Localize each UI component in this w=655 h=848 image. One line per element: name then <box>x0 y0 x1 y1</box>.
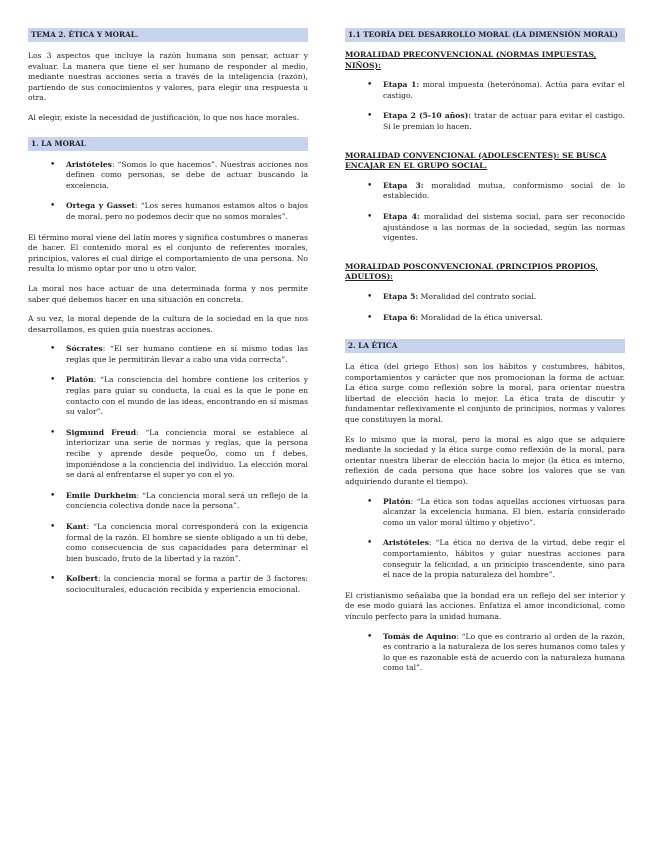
conventional-heading: MORALIDAD CONVENCIONAL (ADOLESCENTES): SE BUSCA ENCAJAR EN EL GRUPO SOCIAL. <box>345 150 607 171</box>
left-column <box>28 28 308 596</box>
stage-text: moral impuesta (heterónoma). Actúa para evitar el castigo. <box>383 80 625 100</box>
quote-author: Emile Durkheim <box>66 490 137 500</box>
quote-text: : “La ética no deriva de la virtud, debe regir el comportamiento, hábitos y guiar nuestras acciones para conseguir la felicidad, a un principio trascendente, sino para el nace de la propia naturaleza del hombre”. <box>383 538 625 580</box>
bullet-icon: • <box>50 522 56 532</box>
stage-text: moralidad mutua, conformismo social de lo establecido. <box>383 180 626 201</box>
bullet-icon: • <box>367 180 373 191</box>
stage-label: Etapa 1: <box>383 80 420 90</box>
stage-item <box>345 292 625 303</box>
stage-label: Etapa 5: <box>383 291 419 301</box>
quote-text: : “Lo que es contrario al orden de la razón, es contrario a la naturaleza de los seres humanos como tales y lo que es razonable está de acuerdo con la naturaleza humana como tal”. <box>383 631 625 673</box>
bullet-icon: • <box>50 344 56 355</box>
section-header-teoria: 1.1 TEORÍA DEL DESARROLLO MORAL (LA DIMENSIÓN MORAL) <box>345 28 625 42</box>
bullet-icon: • <box>367 496 373 507</box>
quote-item <box>28 428 308 481</box>
bullet-icon: • <box>367 631 373 642</box>
etica-quote-list <box>345 497 625 581</box>
quote-item <box>345 538 625 580</box>
quote-text: : “La consciencia del hombre contiene los criterios y reglas para guiar su conducta, la cual es la que le pone en contacto con el mundo de las ideas, encontrando en sí mismas su valor”. <box>66 375 308 417</box>
bullet-icon: • <box>50 375 56 386</box>
quote-item <box>28 344 308 365</box>
intro-paragraph-2: Al elegir, existe la necesidad de justificación, lo que nos hace morales. <box>28 112 300 122</box>
quote-author: Platón <box>383 496 411 506</box>
quote-text: : “Somos lo que hacemos”. Nuestras acciones nos definen como personas, se debe de actuar buscando la excelencia. <box>66 159 308 190</box>
quote-author: Platón <box>66 375 94 385</box>
stage-item <box>345 80 625 101</box>
quote-text: : “La conciencia moral será un reflejo de la conciencia colectiva donde nace la persona”. <box>66 490 308 511</box>
preconventional-heading: MORALIDAD PRECONVENCIONAL (NORMAS IMPUESTAS, NIÑOS): <box>345 50 597 70</box>
bullet-icon: • <box>50 159 56 170</box>
quote-item <box>28 522 308 564</box>
moral-paragraph-2: La moral nos hace actuar de una determinada forma y nos permite saber qué debemos hacer en una situación en concreta. <box>28 283 308 304</box>
stage-label: Etapa 6: <box>383 312 419 322</box>
quote-item <box>28 375 308 417</box>
quote-author: Sócrates <box>66 344 103 354</box>
quote-author: Kolbert <box>66 574 99 584</box>
right-column <box>345 28 625 674</box>
section-header-etica: 2. LA ÉTICA <box>345 339 625 353</box>
quote-author: Sigmund Freud <box>66 427 137 437</box>
stage-label: Etapa 2 (5-10 años): <box>383 111 472 121</box>
bullet-icon: • <box>367 80 373 91</box>
postconventional-heading: MORALIDAD POSCONVENCIONAL (PRINCIPIOS PROPIOS, ADULTOS): <box>345 261 598 282</box>
quote-item <box>28 201 308 222</box>
quote-text: : “La ética son todas aquellas acciones virtuosas para alcanzar la excelencia humana. El bien, estaría considerado como un valor moral último y objetivo”. <box>383 496 625 527</box>
bullet-icon: • <box>50 490 56 501</box>
section-header-tema: TEMA 2. ÉTICA Y MORAL. <box>28 28 308 42</box>
moral-paragraph-1: El término moral viene del latín mores y significa costumbres o maneras de hacer. El contenido moral es el conjunto de referentes morales, principios, valores el cual dirige el comportamiento de una persona. No resulta lo mismo optar por uno u otro valor. <box>28 232 308 274</box>
quote-author: Ortega y Gasset <box>66 201 135 211</box>
stage-text: moralidad del sistema social, para ser reconocido ajustándose a las normas de la sociedad, según las normas vigentes. <box>383 211 625 243</box>
stage-item <box>345 313 625 324</box>
quote-list-1 <box>28 160 308 223</box>
quote-item <box>345 497 625 529</box>
preconventional-list <box>345 80 625 132</box>
postconventional-list <box>345 292 625 323</box>
quote-author: Tomás de Aquino <box>383 631 457 641</box>
stage-label: Etapa 3: <box>383 180 424 190</box>
etica-paragraph-3: El cristianismo señalaba que la bondad era un reflejo del ser interior y de ese modo guiará las acciones. Enfatiza el amor incondicional, como vínculo perfecto para la unidad humana. <box>345 590 625 621</box>
moral-paragraph-3: A su vez, la moral depende de la cultura de la sociedad en la que nos desarrollamos, es quien guía nuestras acciones. <box>28 314 308 334</box>
quote-item <box>28 491 308 512</box>
stage-item <box>345 212 625 244</box>
quote-author: Aristóteles <box>383 538 429 548</box>
quote-list-2 <box>28 344 308 595</box>
quote-text: : “La conciencia moral se establece al interiorizar una serie de normas y reglas, que la persona recibe y aprende desde pequeÖo, como un f debes, imponiéndose a la conciencia del individuo. La elección moral se dará al enfrentarse el super yo con el yo. <box>66 427 308 480</box>
quote-text: : “El ser humano contiene en sí mismo todas las reglas que le permitirán llevar a cabo una vida correcta”. <box>66 344 308 364</box>
stage-text: tratar de actuar para evitar el castigo. Si le premian lo hacen. <box>383 111 626 131</box>
bullet-icon: • <box>367 312 373 323</box>
quote-text: : “La conciencia moral corresponderá con la exigencia formal de la razón. El hombre se siente obligado a un tú debe, como consecuencia de sus capacidades para determinar el bien buscado, fruto de la libertad y la razón”. <box>66 522 308 563</box>
bullet-icon: • <box>367 111 373 122</box>
bullet-icon: • <box>367 538 373 549</box>
quote-item <box>28 574 308 595</box>
etica-paragraph-2: Es lo mismo que la moral, pero la moral es algo que se adquiere mediante la sociedad y la ética surge como reflexión de la moral, para orientar nuestra liberar de elección hacia lo mejor (la ética es interno, reflexión de cada persona que hace sobre los valores que se van adquiriendo durante el tiempo). <box>345 434 625 487</box>
conventional-list <box>345 181 625 244</box>
bullet-icon: • <box>50 427 56 438</box>
bullet-icon: • <box>50 574 56 585</box>
quote-item <box>28 160 308 192</box>
bullet-icon: • <box>367 211 373 222</box>
quote-text: : la conciencia moral se forma a partir de 3 factores: socioculturales, educación recibida y experiencia emocional. <box>66 574 308 594</box>
stage-text: Moralidad de la ética universal. <box>418 312 543 322</box>
tomas-quote-list <box>345 632 625 674</box>
quote-author: Aristóteles <box>66 159 112 169</box>
quote-author: Kant <box>66 522 87 531</box>
stage-item <box>345 181 625 202</box>
section-header-moral: 1. LA MORAL <box>28 137 308 151</box>
stage-text: Moralidad del contrato social. <box>418 291 537 301</box>
quote-text: : “Los seres humanos estamos altos o bajos de moral, pero no podemos decir que no somos morales”. <box>66 201 309 221</box>
bullet-icon: • <box>50 201 56 212</box>
stage-label: Etapa 4: <box>383 211 420 221</box>
stage-item <box>345 111 625 132</box>
intro-paragraph-1: Los 3 aspectos que incluye la razón humana son pensar, actuar y evaluar. La manera que tiene el ser humano de responder al medio, mediante nuestras acciones sería a través de la inteligencia (razón), partiendo de sus conocimientos y valores, para elegir una respuesta u otra. <box>28 51 308 103</box>
quote-item <box>345 632 625 674</box>
bullet-icon: • <box>367 291 373 302</box>
etica-paragraph-1: La ética (del griego Ethos) son los hábitos y costumbres, hábitos, comportamientos y carácter que nos promocionan la forma de actuar. La ética surge como reflexión sobre la moral, para orientar nuestra libertad de elección hacia lo mejor. La ética trata de discutir y fundamentar reflexivamente el conjunto de principios, normas y valores que constituyen la moral. <box>345 362 625 425</box>
